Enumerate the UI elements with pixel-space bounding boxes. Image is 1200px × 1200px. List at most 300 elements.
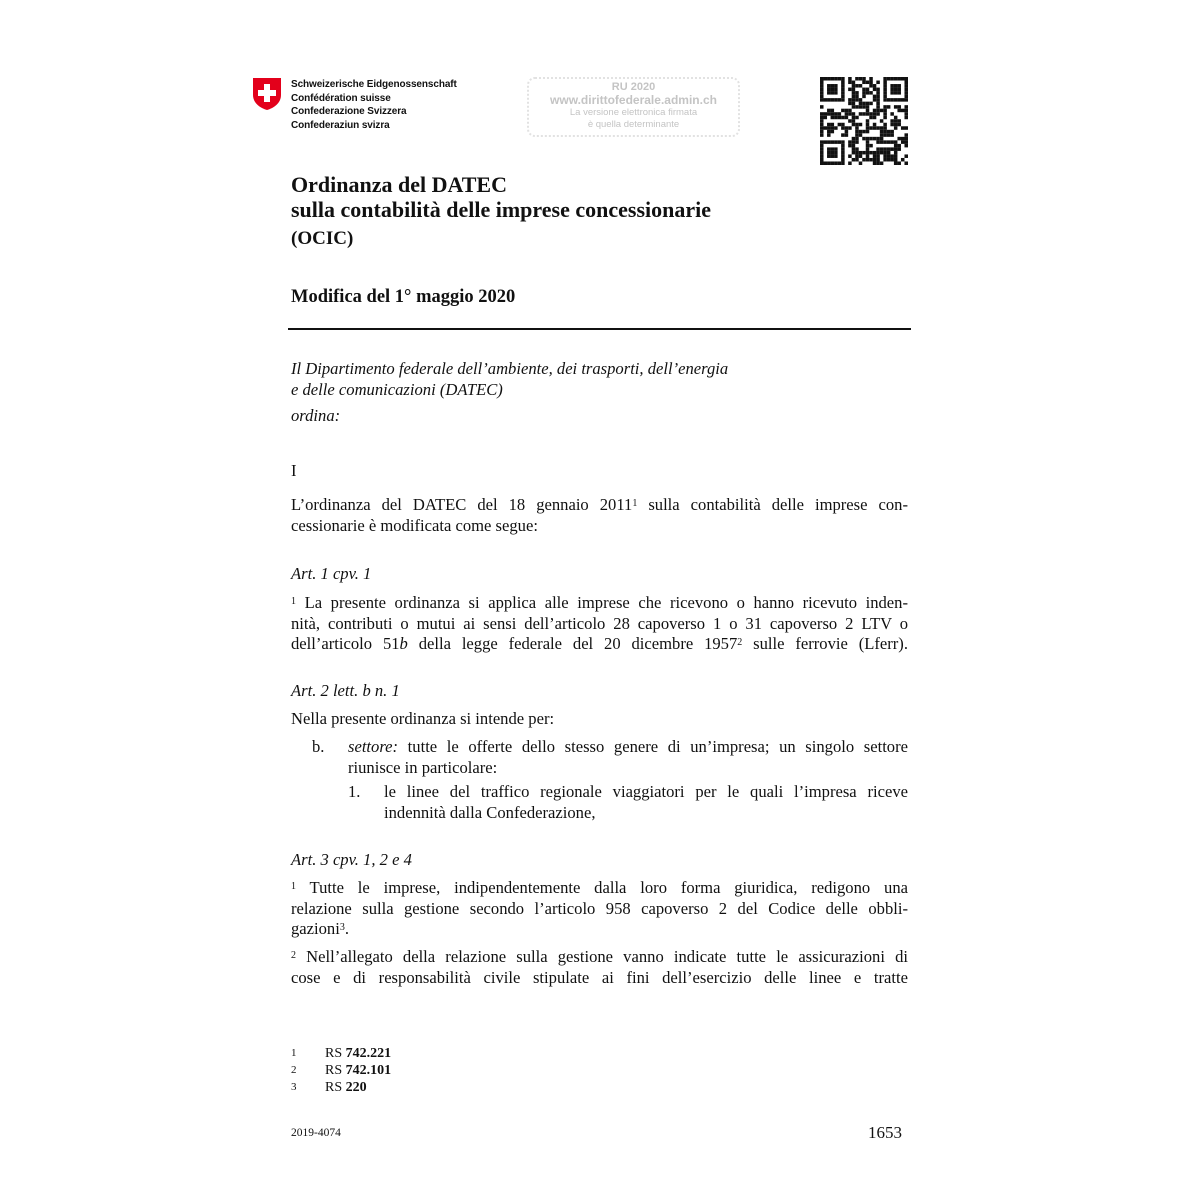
qr-module — [834, 91, 838, 95]
article-heading: Art. 1 cpv. 1 — [291, 564, 372, 583]
qr-module — [873, 123, 877, 127]
qr-module — [838, 123, 842, 127]
qr-module — [824, 116, 828, 120]
qr-module — [827, 154, 831, 158]
qr-module — [859, 84, 863, 88]
qr-module — [887, 133, 891, 137]
qr-module — [848, 154, 852, 158]
qr-module — [880, 133, 884, 137]
qr-module — [820, 81, 824, 85]
qr-module — [890, 88, 894, 92]
qr-module — [852, 147, 856, 151]
qr-module — [848, 161, 852, 165]
qr-module — [820, 151, 824, 155]
qr-module — [883, 130, 887, 134]
qr-module — [873, 126, 877, 130]
qr-module — [883, 154, 887, 158]
qr-module — [873, 151, 877, 155]
qr-module — [894, 88, 898, 92]
qr-module — [894, 77, 898, 81]
qr-module — [890, 112, 894, 116]
qr-module — [869, 102, 873, 106]
qr-module — [876, 158, 880, 162]
qr-module — [866, 151, 870, 155]
qr-module — [834, 126, 838, 130]
qr-module — [897, 88, 901, 92]
qr-module — [887, 130, 891, 134]
qr-module — [852, 88, 856, 92]
qr-module — [880, 137, 884, 141]
qr-module — [866, 88, 870, 92]
qr-module — [820, 116, 824, 120]
qr-module — [855, 151, 859, 155]
qr-module — [831, 88, 835, 92]
qr-module — [838, 116, 842, 120]
qr-module — [852, 123, 856, 127]
qr-module — [820, 154, 824, 158]
qr-module — [845, 112, 849, 116]
title-abbreviation: (OCIC) — [291, 228, 354, 249]
qr-module — [894, 158, 898, 162]
footnote — [291, 1079, 391, 1096]
qr-module — [831, 154, 835, 158]
qr-module — [883, 91, 887, 95]
qr-module — [834, 151, 838, 155]
qr-module — [883, 109, 887, 113]
qr-module — [862, 81, 866, 85]
qr-module — [904, 95, 908, 99]
qr-module — [869, 77, 873, 81]
qr-module — [838, 98, 842, 102]
qr-module — [820, 91, 824, 95]
qr-module — [904, 126, 908, 130]
qr-module — [876, 91, 880, 95]
qr-module — [873, 95, 877, 99]
qr-module — [869, 81, 873, 85]
qr-module — [869, 126, 873, 130]
qr-module — [848, 98, 852, 102]
qr-module — [897, 137, 901, 141]
qr-module — [834, 98, 838, 102]
qr-module — [820, 123, 824, 127]
qr-module — [873, 161, 877, 165]
stamp-ru: RU 2020 — [611, 81, 656, 93]
qr-module — [869, 144, 873, 148]
swiss-coat-of-arms-logo — [252, 77, 282, 116]
qr-module — [869, 158, 873, 162]
qr-module — [831, 147, 835, 151]
paragraph-number: 1 — [291, 596, 296, 607]
qr-module — [848, 77, 852, 81]
qr-module — [827, 112, 831, 116]
qr-module — [866, 154, 870, 158]
qr-module — [866, 91, 870, 95]
qr-module — [848, 126, 852, 130]
qr-module — [841, 95, 845, 99]
qr-module — [883, 147, 887, 151]
text: b — [399, 634, 408, 653]
footnote-number: 3 — [291, 1081, 297, 1093]
qr-module — [855, 154, 859, 158]
qr-module — [904, 144, 908, 148]
qr-module — [901, 140, 905, 144]
qr-module — [852, 158, 856, 162]
qr-module — [859, 98, 863, 102]
qr-module — [820, 119, 824, 123]
qr-module — [880, 151, 884, 155]
qr-module — [876, 140, 880, 144]
qr-module — [883, 116, 887, 120]
qr-module — [831, 123, 835, 127]
qr-module — [876, 95, 880, 99]
qr-module — [855, 147, 859, 151]
qr-module — [894, 105, 898, 109]
qr-module — [904, 116, 908, 120]
qr-module — [848, 81, 852, 85]
qr-module — [890, 130, 894, 134]
qr-module — [883, 98, 887, 102]
article-heading: Art. 2 lett. b n. 1 — [291, 681, 400, 700]
qr-module — [883, 112, 887, 116]
qr-module — [876, 102, 880, 106]
text: sulla contabilità delle imprese con- — [637, 495, 908, 514]
title-line: sulla contabilità delle imprese concessionarie — [291, 197, 712, 222]
qr-module — [904, 98, 908, 102]
qr-module — [855, 77, 859, 81]
qr-module — [859, 112, 863, 116]
qr-module — [852, 98, 856, 102]
qr-module — [880, 109, 884, 113]
qr-module — [848, 144, 852, 148]
qr-module — [855, 133, 859, 137]
qr-module — [820, 158, 824, 162]
qr-module — [838, 77, 842, 81]
qr-module — [862, 151, 866, 155]
qr-module — [827, 98, 831, 102]
qr-module — [897, 119, 901, 123]
qr-module — [873, 154, 877, 158]
qr-module — [887, 77, 891, 81]
qr-module — [890, 147, 894, 151]
qr-module — [831, 91, 835, 95]
qr-module — [855, 137, 859, 141]
qr-module — [894, 154, 898, 158]
preamble-line: Il Dipartimento federale dell’ambiente, dei trasporti, dell’energia — [291, 359, 729, 378]
qr-module — [841, 140, 845, 144]
qr-module — [890, 158, 894, 162]
qr-module — [841, 133, 845, 137]
qr-module — [883, 126, 887, 130]
amendment-date: Modifica del 1° maggio 2020 — [291, 287, 516, 307]
qr-module — [852, 137, 856, 141]
qr-module — [848, 109, 852, 113]
qr-module — [831, 98, 835, 102]
qr-module — [894, 116, 898, 120]
qr-module — [869, 137, 873, 141]
qr-module — [904, 105, 908, 109]
qr-module — [827, 123, 831, 127]
qr-module — [897, 144, 901, 148]
qr-module — [866, 119, 870, 123]
qr-module — [855, 105, 859, 109]
qr-module — [827, 133, 831, 137]
qr-module — [869, 112, 873, 116]
page-title — [291, 172, 711, 222]
footnotes — [291, 1045, 391, 1096]
qr-module — [831, 84, 835, 88]
rs-number: 742.221 — [345, 1046, 392, 1061]
text: nità, contributi o mutui ai sensi dell’articolo 28 capoverso 1 o 31 capoverso 2 LTV o — [291, 613, 908, 633]
qr-module — [890, 119, 894, 123]
qr-module — [862, 88, 866, 92]
qr-module — [862, 77, 866, 81]
qr-module — [831, 151, 835, 155]
art3-paragraph-2 — [291, 947, 908, 988]
art3-paragraph-1 — [291, 878, 908, 940]
qr-module — [887, 140, 891, 144]
qr-module — [852, 116, 856, 120]
qr-module — [901, 77, 905, 81]
qr-module — [834, 161, 838, 165]
qr-module — [876, 105, 880, 109]
qr-module — [880, 147, 884, 151]
qr-module — [883, 133, 887, 137]
qr-module — [852, 102, 856, 106]
text: gazioni — [291, 919, 340, 938]
qr-module — [904, 161, 908, 165]
qr-module — [834, 154, 838, 158]
qr-module — [820, 144, 824, 148]
qr-module — [841, 84, 845, 88]
qr-module — [831, 140, 835, 144]
qr-module — [880, 119, 884, 123]
qr-module — [841, 81, 845, 85]
text: le linee del traffico regionale viaggiatori per le quali l’impresa riceve — [384, 782, 908, 801]
qr-module — [883, 88, 887, 92]
qr-module — [831, 116, 835, 120]
qr-module — [827, 91, 831, 95]
intro-paragraph — [291, 495, 908, 536]
qr-module — [894, 91, 898, 95]
qr-module — [848, 140, 852, 144]
qr-module — [859, 77, 863, 81]
qr-module — [873, 109, 877, 113]
qr-module — [894, 119, 898, 123]
text: RS — [325, 1046, 346, 1061]
qr-module — [827, 151, 831, 155]
qr-module — [901, 126, 905, 130]
qr-module — [890, 98, 894, 102]
qr-module — [901, 137, 905, 141]
qr-module — [824, 112, 828, 116]
qr-module — [852, 105, 856, 109]
qr-module — [859, 151, 863, 155]
qr-module — [820, 105, 824, 109]
qr-module — [820, 95, 824, 99]
qr-module — [873, 158, 877, 162]
qr-module — [890, 133, 894, 137]
qr-module — [873, 98, 877, 102]
qr-module — [904, 112, 908, 116]
qr-module — [866, 147, 870, 151]
header-line: Confederazione Svizzera — [291, 106, 407, 118]
qr-module — [880, 161, 884, 165]
qr-module — [848, 88, 852, 92]
footnote-ref[interactable]: 3 — [339, 922, 345, 933]
qr-module — [862, 102, 866, 106]
preamble — [291, 359, 728, 427]
qr-module — [852, 119, 856, 123]
qr-module — [866, 102, 870, 106]
qr-module — [894, 126, 898, 130]
text: sulle ferrovie (Lferr). — [742, 634, 908, 653]
qr-module — [827, 77, 831, 81]
qr-module — [848, 102, 852, 106]
qr-module — [904, 154, 908, 158]
qr-module — [904, 109, 908, 113]
qr-module — [897, 109, 901, 113]
qr-module — [855, 98, 859, 102]
qr-module — [876, 151, 880, 155]
qr-module — [820, 77, 824, 81]
qr-module — [845, 109, 849, 113]
qr-module — [904, 84, 908, 88]
qr-module — [904, 88, 908, 92]
qr-module — [894, 147, 898, 151]
qr-module — [852, 140, 856, 144]
page-number: 1653 — [868, 1123, 902, 1142]
text: RS — [325, 1080, 346, 1095]
federal-administration-header — [291, 78, 457, 132]
stamp-note: è quella determinante — [587, 119, 680, 130]
qr-module — [887, 98, 891, 102]
qr-module — [876, 81, 880, 85]
text: Tutte le imprese, indipendentemente dalla loro forma giuridica, redigono una — [296, 878, 908, 897]
qr-module — [890, 77, 894, 81]
qr-module — [831, 161, 835, 165]
qr-module — [859, 161, 863, 165]
qr-module — [841, 91, 845, 95]
footnote — [291, 1062, 391, 1079]
text: L’ordinanza del DATEC del 18 gennaio 2011 — [291, 495, 633, 514]
qr-module — [852, 112, 856, 116]
qr-module — [901, 158, 905, 162]
qr-module — [852, 95, 856, 99]
qr-module — [894, 98, 898, 102]
qr-module — [820, 147, 824, 151]
qr-module — [897, 147, 901, 151]
qr-module — [894, 123, 898, 127]
qr-module — [887, 147, 891, 151]
qr-module — [827, 126, 831, 130]
qr-module — [897, 84, 901, 88]
qr-module — [855, 123, 859, 127]
qr-module — [873, 112, 877, 116]
qr-module — [820, 88, 824, 92]
stamp-note: La versione elettronica firmata — [569, 107, 698, 118]
qr-module — [820, 140, 824, 144]
qr-module — [862, 95, 866, 99]
qr-module — [876, 147, 880, 151]
qr-module — [824, 140, 828, 144]
qr-module — [834, 147, 838, 151]
qr-module — [894, 140, 898, 144]
qr-module — [834, 84, 838, 88]
qr-module — [876, 98, 880, 102]
qr-module — [841, 88, 845, 92]
footnote-ref[interactable]: 2 — [737, 637, 743, 648]
qr-module — [904, 133, 908, 137]
qr-module — [841, 161, 845, 165]
text: della legge federale del 20 dicembre 1957 — [407, 634, 738, 653]
qr-module — [890, 91, 894, 95]
footnote-ref[interactable]: 1 — [632, 498, 638, 509]
qr-module — [887, 105, 891, 109]
qr-module — [827, 161, 831, 165]
qr-module — [824, 161, 828, 165]
qr-module — [866, 105, 870, 109]
qr-module — [845, 126, 849, 130]
qr-module — [873, 116, 877, 120]
qr-module — [841, 151, 845, 155]
qr-module — [897, 77, 901, 81]
qr-module — [876, 137, 880, 141]
qr-module — [887, 151, 891, 155]
qr-module — [841, 98, 845, 102]
qr-module — [866, 81, 870, 85]
text: RS — [325, 1063, 346, 1078]
qr-module — [897, 91, 901, 95]
qr-module — [852, 91, 856, 95]
qr-module — [845, 133, 849, 137]
qr-module — [890, 154, 894, 158]
qr-module — [831, 109, 835, 113]
list-item-1 — [384, 782, 908, 823]
qr-module — [862, 130, 866, 134]
qr-module — [890, 84, 894, 88]
footnote-number: 2 — [291, 1064, 297, 1076]
qr-module — [862, 112, 866, 116]
qr-module — [824, 126, 828, 130]
text: Nell’allegato della relazione sulla gestione vanno indicate tutte le assicurazioni di — [296, 947, 908, 966]
qr-module — [820, 84, 824, 88]
qr-module — [897, 123, 901, 127]
qr-module — [866, 144, 870, 148]
qr-module — [883, 151, 887, 155]
qr-module — [827, 140, 831, 144]
qr-module — [894, 144, 898, 148]
qr-module — [859, 123, 863, 127]
qr-module — [845, 130, 849, 134]
qr-module — [883, 158, 887, 162]
qr-module — [901, 109, 905, 113]
qr-module — [859, 154, 863, 158]
qr-module — [883, 123, 887, 127]
qr-module — [841, 77, 845, 81]
qr-module — [866, 109, 870, 113]
qr-module — [904, 137, 908, 141]
list-label: b. — [312, 737, 325, 756]
qr-module — [883, 105, 887, 109]
article-heading: Art. 3 cpv. 1, 2 e 4 — [291, 850, 412, 869]
qr-module — [841, 158, 845, 162]
qr-module — [890, 123, 894, 127]
qr-module — [866, 137, 870, 141]
qr-module — [869, 151, 873, 155]
qr-module — [904, 91, 908, 95]
text: relazione sulla gestione secondo l’articolo 958 capoverso 2 del Codice delle obbli- — [291, 898, 908, 918]
qr-module — [834, 77, 838, 81]
